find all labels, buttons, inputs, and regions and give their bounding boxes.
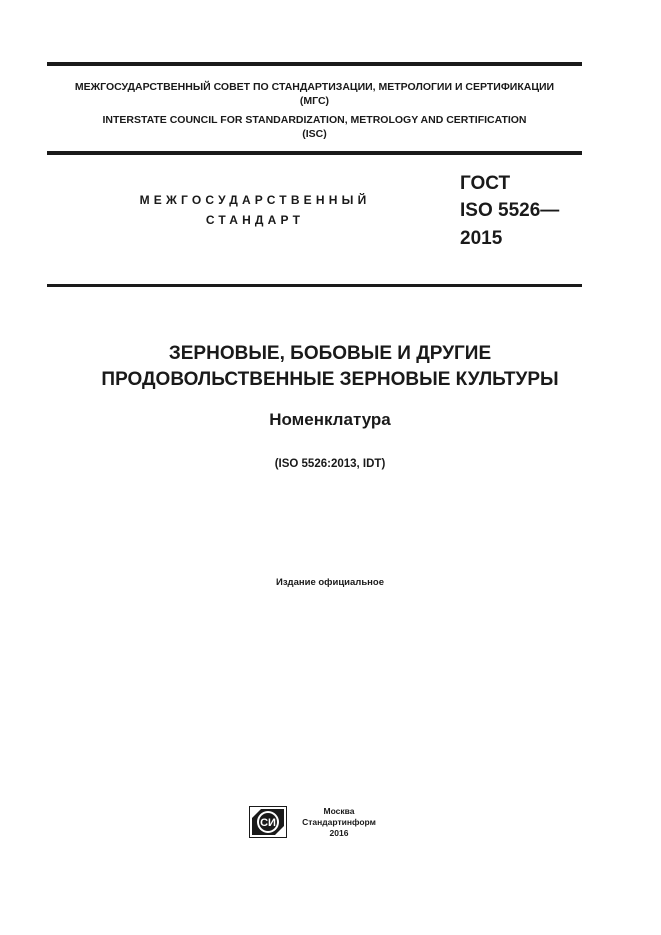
logo-lettering: СИ	[260, 817, 276, 829]
top-rule	[47, 62, 582, 66]
council-name-en: INTERSTATE COUNCIL FOR STANDARDIZATION, METROLOGY AND CERTIFICATION	[102, 114, 527, 126]
standartinform-logo-icon	[249, 806, 287, 838]
council-abbr-ru: (МГС)	[299, 95, 330, 107]
iso-reference: (ISO 5526:2013, IDT)	[274, 458, 386, 470]
publication-year: 2016	[329, 828, 349, 838]
edition-note: Издание официальное	[276, 577, 384, 588]
designation-line3: 2015	[460, 228, 503, 249]
standard-type-line1: МЕЖГОСУДАРСТВЕННЫЙ	[139, 193, 371, 207]
publisher-name: Стандартинформ	[302, 817, 376, 827]
header-rule	[47, 151, 582, 155]
section-rule	[47, 284, 582, 287]
document-title-line2: ПРОДОВОЛЬСТВЕННЫЕ ЗЕРНОВЫЕ КУЛЬТУРЫ	[101, 369, 559, 390]
council-name-ru: МЕЖГОСУДАРСТВЕННЫЙ СОВЕТ ПО СТАНДАРТИЗАЦИИ, МЕТРОЛОГИИ И СЕРТИФИКАЦИИ	[74, 81, 555, 93]
standard-type-line2: СТАНДАРТ	[205, 213, 305, 227]
designation-line1: ГОСТ	[460, 173, 511, 194]
designation-line2: ISO 5526—	[460, 200, 560, 221]
publisher-city: Москва	[323, 806, 355, 816]
document-subtitle: Номенклатура	[269, 410, 391, 429]
council-abbr-en: (ISC)	[302, 128, 327, 140]
document-title-line1: ЗЕРНОВЫЕ, БОБОВЫЕ И ДРУГИЕ	[168, 343, 492, 364]
